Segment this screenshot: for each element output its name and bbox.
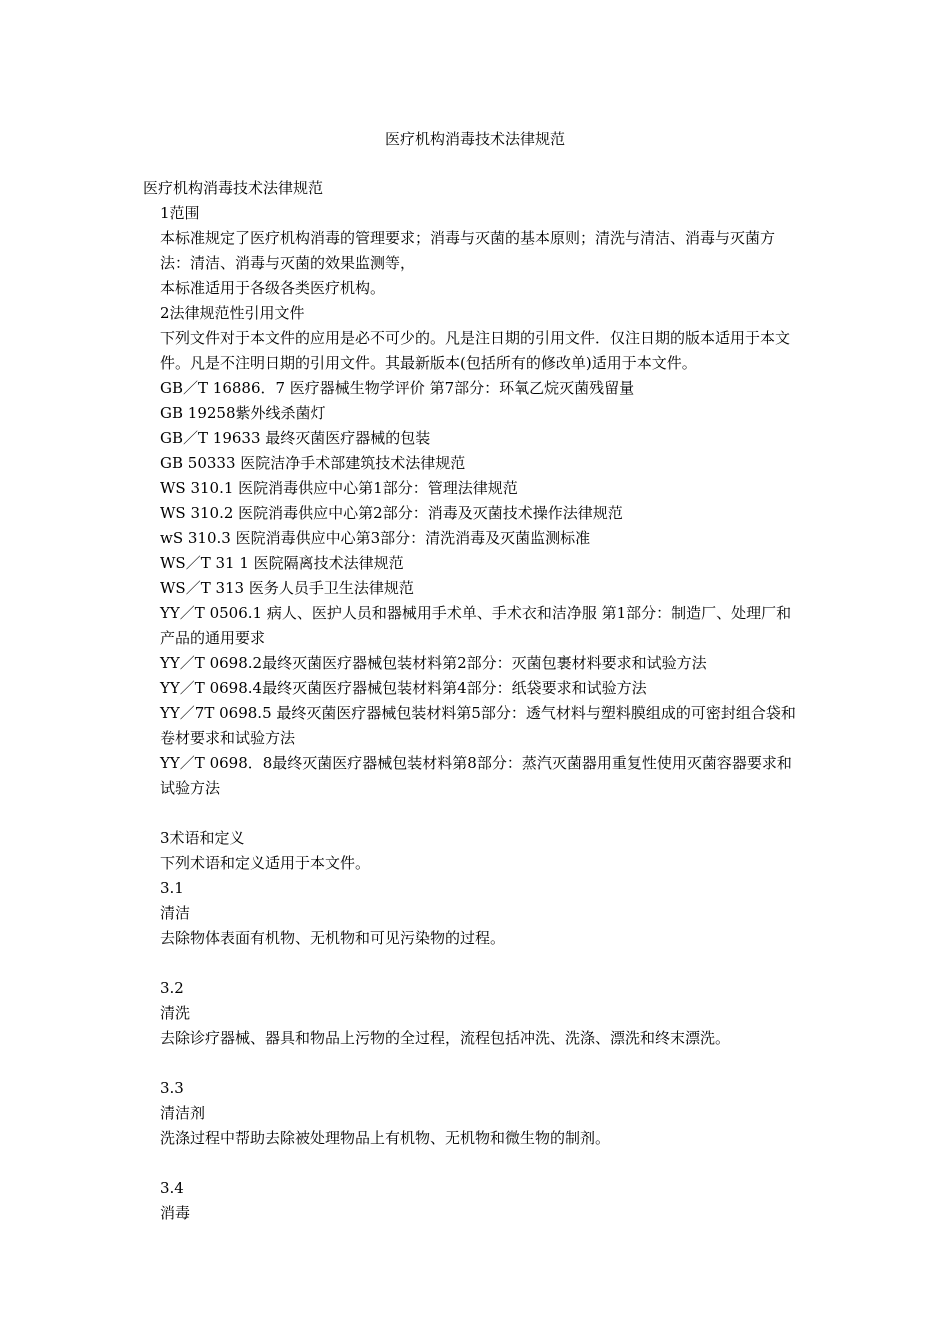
- text-line: YY／T 0506.1 病人、医护人员和器械用手术单、手术衣和洁净服 第1部分：制造厂、处理厂和产品的通用要求: [160, 604, 792, 647]
- text-line: 3.2: [160, 979, 184, 997]
- document-title: 医疗机构消毒技术法律规范: [384, 130, 565, 148]
- text-line: GB 19258紫外线杀菌灯: [160, 404, 326, 422]
- text-line: GB／T 19633 最终灭菌医疗器械的包装: [160, 429, 431, 447]
- text-line: WS／T 31 1 医院隔离技术法律规范: [160, 554, 404, 572]
- text-line: 2法律规范性引用文件: [160, 304, 305, 322]
- text-line: WS 310.2 医院消毒供应中心第2部分：消毒及灭菌技术操作法律规范: [160, 504, 623, 522]
- text-line: WS 310.1 医院消毒供应中心第1部分：管理法律规范: [160, 479, 518, 497]
- text-line: 3.3: [160, 1079, 184, 1097]
- text-line: 1范围: [160, 204, 200, 222]
- text-line: YY／T 0698.4最终灭菌医疗器械包装材料第4部分：纸袋要求和试验方法: [160, 679, 647, 697]
- blank-line: [143, 1051, 803, 1076]
- blank-line: [143, 951, 803, 976]
- document-body: [143, 176, 803, 1226]
- text-line: 消毒: [160, 1204, 191, 1222]
- blank-line: [143, 1151, 803, 1176]
- text-line: YY／7T 0698.5 最终灭菌医疗器械包装材料第5部分：透气材料与塑料膜组成的可密封组合袋和卷材要求和试验方法: [160, 704, 796, 747]
- text-line: 清洗: [160, 1004, 191, 1022]
- text-line: 去除物体表面有机物、无机物和可见污染物的过程。: [160, 929, 506, 947]
- text-line: GB 50333 医院洁净手术部建筑技术法律规范: [160, 454, 466, 472]
- text-line: YY／T 0698．8最终灭菌医疗器械包装材料第8部分：蒸汽灭菌器用重复性使用灭菌容器要求和试验方法: [160, 754, 792, 797]
- text-line: 下列文件对于本文件的应用是必不可少的。凡是注日期的引用文件．仅注日期的版本适用于本文件。凡是不注明日期的引用文件。其最新版本(包括所有的修改单)适用于本文件。: [160, 329, 791, 372]
- text-line: 本标准规定了医疗机构消毒的管理要求；消毒与灭菌的基本原则；清洗与清洁、消毒与灭菌方法：清洁、消毒与灭菌的效果监测等，: [160, 229, 776, 272]
- text-line: WS／T 313 医务人员手卫生法律规范: [160, 579, 414, 597]
- text-line: 本标准适用于各级各类医疗机构。: [160, 279, 386, 297]
- text-line: 洗涤过程中帮助去除被处理物品上有机物、无机物和微生物的制剂。: [160, 1129, 611, 1147]
- text-line: 医疗机构消毒技术法律规范: [143, 179, 324, 197]
- text-line: 清洁: [160, 904, 191, 922]
- text-line: 3术语和定义: [160, 829, 245, 847]
- text-line: YY／T 0698.2最终灭菌医疗器械包装材料第2部分：灭菌包裹材料要求和试验方法: [160, 654, 707, 672]
- text-line: 清洁剂: [160, 1104, 206, 1122]
- text-line: 3.1: [160, 879, 184, 897]
- text-line: GB／T 16886．7 医疗器械生物学评价 第7部分：环氧乙烷灭菌残留量: [160, 379, 635, 397]
- text-line: 去除诊疗器械、器具和物品上污物的全过程，流程包括冲洗、洗涤、漂洗和终末漂洗。: [160, 1029, 731, 1047]
- text-line: 3.4: [160, 1179, 184, 1197]
- text-line: wS 310.3 医院消毒供应中心第3部分：清洗消毒及灭菌监测标准: [160, 529, 591, 547]
- blank-line: [143, 801, 803, 826]
- text-line: 下列术语和定义适用于本文件。: [160, 854, 371, 872]
